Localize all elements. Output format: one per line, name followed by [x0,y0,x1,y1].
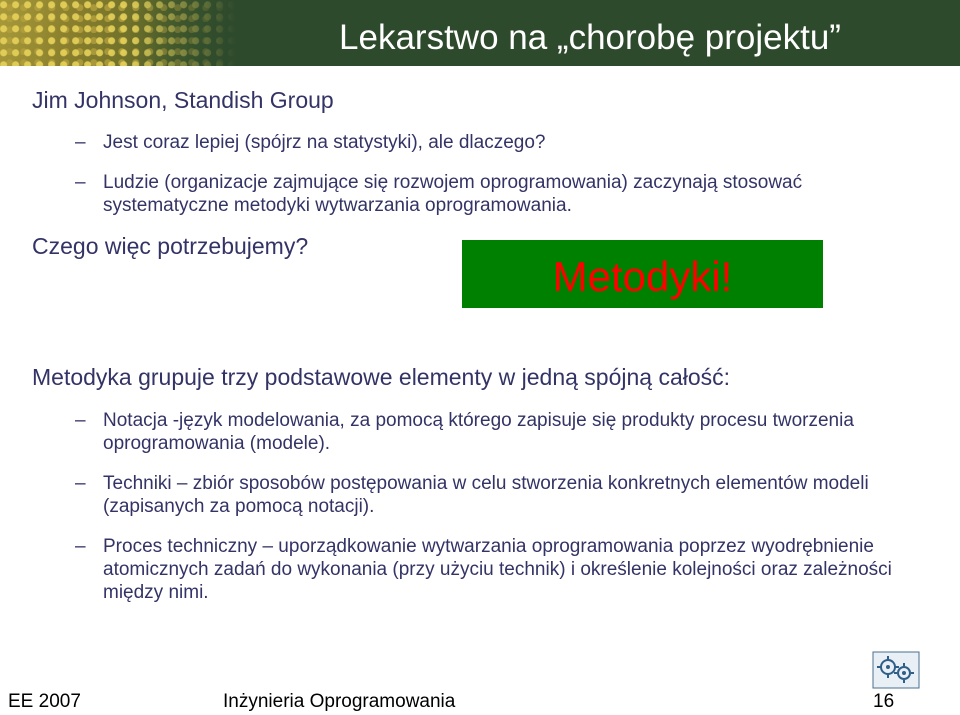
footer-title: Inżynieria Oprogramowania [223,691,456,712]
bullet-top-1: Jest coraz lepiej (spójrz na statystyki), ale dlaczego? [103,132,546,153]
bullet-dash: – [75,536,86,557]
bullet-bottom-3: Proces techniczny – uporządkowanie wytwarzania oprogramowania poprzez wyodrębnienie atomicznych zadań do wykonania (przy użyciu technik) i określenie kolejności oraz zależności między nimi. [103,536,892,603]
page-number: 16 [873,691,895,712]
gear-logo-icon [872,651,920,689]
bullet-bottom-1: Notacja -język modelowania, za pomocą którego zapisuje się produkty procesu tworzenia oprogramowania (modele). [103,410,854,454]
callout-box [462,240,823,308]
bullet-bottom-2: Techniki – zbiór sposobów postępowania w celu stworzenia konkretnych elementów modeli (zapisanych za pomocą notacji). [103,473,869,517]
mosaic-texture-image [0,0,235,66]
slide-title: Lekarstwo na „chorobę projektu” [339,18,841,57]
header-bar [0,0,960,66]
bullet-dash: – [75,132,86,153]
bullet-dash: – [75,172,86,193]
bullet-dash: – [75,473,86,494]
subtitle: Jim Johnson, Standish Group [32,87,334,113]
intro-text: Metodyka grupuje trzy podstawowe elementy w jedną spójną całość: [32,364,731,390]
footer-course: EE 2007 [8,691,81,712]
bullet-top-2: Ludzie (organizacje zajmujące się rozwojem oprogramowania) zaczynają stosować systematyczne metodyki wytwarzania oprogramowania. [103,172,803,216]
bullet-dash: – [75,410,86,431]
question-text: Czego więc potrzebujemy? [32,233,309,259]
callout-text: Metodyki! [552,253,733,300]
